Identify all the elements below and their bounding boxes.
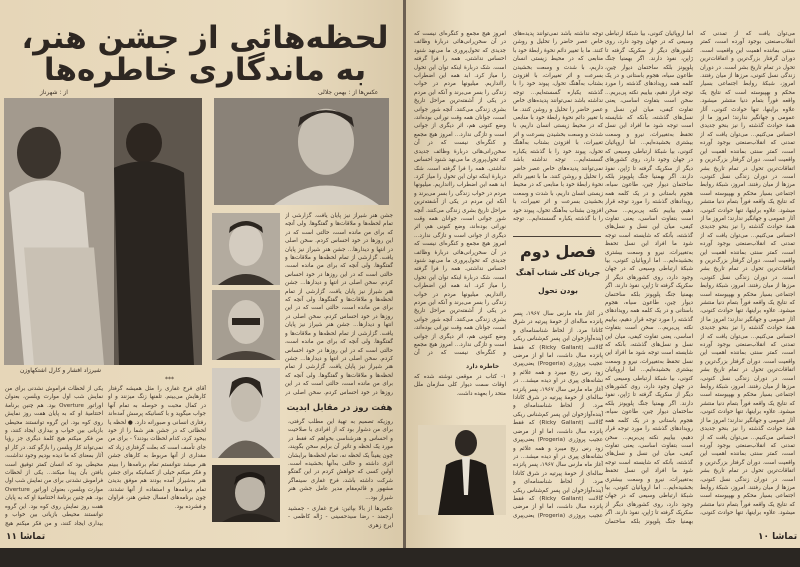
section-heading: هفت روز در مقابل ابدیت	[286, 403, 393, 413]
note-heading: خاطره دارد	[466, 363, 500, 370]
article-text-column: می‌توان یافت که از تمدنی که انقلاب‌صنعتی بوجود آورده است، کمتر سنتی بماننده اهمیت این واقعیت است. دوران گرفتار بزرگ‌ترین و اتفاقات‌ترین تحول در تمام تاریخ بشر است. در دوران زندگی نسل کنونی، مرزها از میان رفتند. امروز، شبکهٔ روابط اجتماعی بسیار محکم و بهپیوسته است که نتایج یک واقعه فوراً بتمام دنیا منتشر میشود. علاوه براینها، تنها حوادث کنونی، آثار عمومی و جهانگیر ندارند؛ امروز ما از همهٔ حوادث گذشته را نیز بنحو جدیدی احساس می‌کنیم... می‌توان یافت که از تمدنی که انقلاب‌صنعتی بوجود آورده است، کمتر سنتی بماننده اهمیت این واقعیت است. دوران گرفتار بزرگ‌ترین و اتفاقات‌ترین تحول در تمام تاریخ بشر است. در دوران زندگی نسل کنونی، مرزها از میان رفتند. امروز، شبکهٔ روابط اجتماعی بسیار محکم و بهپیوسته است که نتایج یک واقعه فوراً بتمام دنیا منتشر میشود. علاوه براینها، تنها حوادث کنونی، آثار عمومی و جهانگیر ندارند؛ امروز ما از همهٔ حوادث گذشته را نیز بنحو جدیدی احساس می‌کنیم... می‌توان یافت که از تمدنی که انقلاب‌صنعتی بوجود آورده است، کمتر سنتی بماننده اهمیت این واقعیت است. دوران گرفتار بزرگ‌ترین و اتفاقات‌ترین تحول در تمام تاریخ بشر است. در دوران زندگی نسل کنونی، مرزها از میان رفتند. امروز، شبکهٔ روابط اجتماعی بسیار محکم و بهپیوسته است که نتایج یک واقعه فوراً بتمام دنیا منتشر میشود. علاوه براینها، تنها حوادث کنونی، آثار عمومی و جهانگیر ندارند؛ امروز ما از همهٔ حوادث گذشته را نیز بنحو جدیدی احساس می‌کنیم... می‌توان یافت که از تمدنی که انقلاب‌صنعتی بوجود آورده است، کمتر سنتی بماننده اهمیت این واقعیت است. دوران گرفتار بزرگ‌ترین و اتفاقات‌ترین تحول در تمام تاریخ بشر است. در دوران زندگی نسل کنونی، مرزها از میان رفتند. امروز، شبکهٔ روابط اجتماعی بسیار محکم و بهپیوسته است که نتایج یک واقعه فوراً بتمام دنیا منتشر میشود. علاوه براینها، تنها حوادث کنونی، آثار عمومی و جهانگیر ندارند؛ امروز ما از همهٔ حوادث گذشته را نیز بنحو جدیدی احساس می‌کنیم... می‌توان یافت که از تمدنی که انقلاب‌صنعتی بوجود آورده است، کمتر سنتی بماننده اهمیت این واقعیت است. دوران گرفتار بزرگ‌ترین و اتفاقات‌ترین تحول در تمام تاریخ بشر است. در دوران زندگی نسل کنونی، مرزها از میان رفتند. امروز، شبکهٔ روابط اجتماعی بسیار محکم و بهپیوسته است که نتایج یک واقعه فوراً بتمام دنیا منتشر میشود. علاوه براینها، تنها حوادث کنونی،	[700, 31, 795, 517]
right-page	[406, 0, 800, 548]
photo-credits-list: عکس‌ها از بالا بپائین: فرخ غفاری - جمشید ارجمند - رضا سیدحسینی - ژاله کاظمی - ایرج زهری	[288, 506, 393, 529]
page-footer: تماشا ۱۰	[758, 532, 798, 542]
article-text-column: امروز هیچ مجمع و کنگره‌ای نیست که در آن سخن‌رانی‌هائی دربارهٔ وظائف جدیدی که تحول‌پروری ما می‌نهد شنود احساس نداشتی. همه را فرا گرفته است. شک دربارهٔ اینکه توان این تحول را میاز کرد. ابد همه این اضطراب راانداریم. میلیونها مردم در خواب زندگی را بسر می‌برند و آنکه این مردم در یکی از آشفته‌ترین مراحل تاریخ بشری زندگی می‌کنند. آنچه شور جوانی است، جوانان همه وقت نورانی بوده‌اند، وضع کنونی هم، اثر دیگری از جوانی است و تازگی ندارد... امروز هیچ مجمع و کنگره‌ای نیست که در آن سخن‌رانی‌هائی دربارهٔ وظائف جدیدی که تحول‌پروری ما می‌نهد شنود احساس نداشتی. همه را فرا گرفته است. شک دربارهٔ اینکه توان این تحول را میاز کرد. ابد همه این اضطراب راانداریم. میلیونها مردم در خواب زندگی را بسر می‌برند و آنکه این مردم در یکی از آشفته‌ترین مراحل تاریخ بشری زندگی می‌کنند. آنچه شور جوانی است، جوانان همه وقت نورانی بوده‌اند، وضع کنونی هم، اثر دیگری از جوانی است و تازگی ندارد... امروز هیچ مجمع و کنگره‌ای نیست که در آن سخن‌رانی‌هائی دربارهٔ وظائف جدیدی که تحول‌پروری ما می‌نهد شنود احساس نداشتی. همه را فرا گرفته است. شک دربارهٔ اینکه توان این تحول را میاز کرد. ابد همه این اضطراب راانداریم. میلیونها مردم در خواب زندگی را بسر می‌برند و آنکه این مردم در یکی از آشفته‌ترین مراحل تاریخ بشری زندگی می‌کنند. آنچه شور جوانی است، جوانان همه وقت نورانی بوده‌اند، وضع کنونی هم، اثر دیگری از جوانی است و تازگی ندارد... امروز هیچ مجمع و کنگره‌ای نیست که در آن	[414, 31, 506, 357]
separator: ***	[165, 376, 174, 383]
divider	[513, 236, 601, 237]
article-text-column: در آغاز ماه مارس سال ۱۹۶۷، پسر پانزده ساله‌ای از حومهٔ پیرتیه در شرق کانادا مرد. از لحاظ شناسنامه‌ای و آینده‌آوازخوان این پسر کم‌شناس ریکی گالانت (Ricky Gallant) که فقط پانزده سال داشت، اما او از مرضی عجیب پروژری (Progeria) یعنی‌پیری زود رس رنج میبرد و همه علائم و نشانه‌های پیری در او دیده میشد... در آغاز ماه مارس سال ۱۹۶۷، پسر پانزده ساله‌ای از حومهٔ پیرتیه در شرق کانادا مرد. از لحاظ شناسنامه‌ای و آینده‌آوازخوان این پسر کم‌شناس ریکی گالانت (Ricky Gallant) که فقط پانزده سال داشت، اما او از مرضی عجیب پروژری (Progeria) یعنی‌پیری زود رس رنج میبرد و همه علائم و نشانه‌های پیری در او دیده میشد... در آغاز ماه مارس سال ۱۹۶۷، پسر پانزده ساله‌ای از حومهٔ پیرتیه در شرق کانادا مرد. از لحاظ شناسنامه‌ای و آینده‌آوازخوان این پسر کم‌شناس ریکی گالانت (Ricky Gallant) که فقط پانزده سال داشت، اما او از مرضی عجیب پروژری (Progeria) یعنی‌پیری	[513, 311, 603, 519]
article-text-column: آقای فرخ غفاری را مثل همیشه گرفتار کارهایش می‌بینم. تلفنها زنگ میزنند و او در کمال محبت و حوصله به تمام آنها جواب میگوید و با کسانیکه پرسش آمده‌اند رفتاری انسانی و صبورانه دارد. ● لحظه یا لحظاتی که در جشن هنر شما را از خود بیخود کرد، کدام لحظات بودند؟ - برای من جای تأسف است که بعلت گرفتاری زیاد که مقداری از آنها مربوط به کارهای جشن هنر میشد نتوانستم تمام برنامه‌ها را ببینم و فکر میکنم خیلی از کسانیکه برای جشن هنر به‌شیراز آمده بودند هم موفق بدیدن تمام برنامه‌ها و استفاده از آنها نشدند، چون برنامه‌های امسال جشن هنر، فراوان و فشرده بود.	[108, 386, 206, 510]
photo-credit: عکس‌ها از : بهمن جلالی	[318, 89, 379, 96]
photo-caption: شیرزاد افشار و کارل اشتکهاوزن	[20, 367, 102, 374]
article-text-column: روزیکه تصمیم به تهیهٔ این مطلب گرفتی، برای من دشوار بود که از افرادی با صلاحیت و احساس و هنرشناسی بخواهم که فقط در مورد یک لحظه و تاثیر آن برایم سخن بگویند، چون یقیناً یک لحظه نه، تمام لحظه‌ها برایشان اثری داشته و حالتی به‌آنها بخشیده است. اولین کسی که خواهش کردم در این گفتگو شرکت داشته باشد، فرخ غفاری سینماگر مشهور و قائم‌مقام مدیر عامل جشن هنر شیراز بود...	[288, 419, 393, 501]
photo-portrait-large	[214, 98, 389, 205]
article-text-column: توجه نداشته باشد نمی‌توانند پدیده‌های خاص عصر حاضر را تحلیل و روشن کنند. ما با تغییر دائم نحوهٔ رابطهٔ خود با منابعی که در محیط زیستی انسان داریم، با شدت و وسعت بخشیدن بسرعت و اثر تغییرات، با افزودن بشتاب به‌آهنگ تحول، پیوند خود را با گذشته یکباره گسسته‌ایم... توجه نداشته باشد نمی‌توانند پدیده‌های خاص عصر حاضر را تحلیل و روشن کنند. ما با تغییر دائم نحوهٔ رابطهٔ خود با منابعی که در محیط زیستی انسان داریم، با شدت و وسعت بخشیدن بسرعت و اثر تغییرات، با افزودن بشتاب به‌آهنگ تحول، پیوند خود را با گذشته یکباره گسسته‌ایم... توجه نداشته باشد نمی‌توانند پدیده‌های خاص عصر حاضر را تحلیل و روشن کنند. ما با تغییر دائم نحوهٔ رابطهٔ خود با منابعی که در محیط زیستی انسان داریم، با شدت و وسعت بخشیدن بسرعت و اثر تغییرات، با افزودن بشتاب به‌آهنگ تحول، پیوند خود را با گذشته یکباره گسسته‌ایم... توجه	[513, 31, 603, 222]
footnote: ۱- کتاب در موقعی نوشته شده که اوقات سمت دیوار کلی سازمان ملل متحد را بعهده داشت.	[414, 374, 506, 397]
photo-farrokh-ghaffari	[212, 213, 280, 285]
byline: از : شهرناز	[40, 89, 68, 96]
chapter-title: فصل دوم	[520, 242, 596, 261]
article-text-column: اما اروپائیان کنونی، بیا شبکهٔ ارتباطی وسیعی که در جهان وجود دارد، روی کشورهای دیگر از سکرپک گرفته تا ژاپن، نفوذ دارند. اگر بهمنیا جنگ پلوپونز بلکه ساختمان دیوار چین، طاعون سیاه، هجوم باستانی و در یک کلمه همه رویدادهای گذشته را مورد توجه قرار دهیم، بیاییم نکته پی‌بریم... سخن است بتفاوت اساسی، یعنی تفاوت کیفی، میان این نسل و نسل‌های گذشته، بآنکه که شایسته است توجه شود ما افراد این نسل تحفظ به‌تغییرات، نیرو و وسعت بیشتری بخشیده‌ایم... اما اروپائیان کنونی، بیا شبکهٔ ارتباطی وسیعی که در جهان وجود دارد، روی کشورهای دیگر از سکرپک گرفته تا ژاپن، نفوذ دارند. اگر بهمنیا جنگ پلوپونز بلکه ساختمان دیوار چین، طاعون سیاه، هجوم باستانی و در یک کلمه همه رویدادهای گذشته را مورد توجه قرار دهیم، بیاییم نکته پی‌بریم... سخن است بتفاوت اساسی، یعنی تفاوت کیفی، میان این نسل و نسل‌های گذشته، بآنکه که شایسته است توجه شود ما افراد این نسل تحفظ به‌تغییرات، نیرو و وسعت بیشتری بخشیده‌ایم... اما اروپائیان کنونی، بیا شبکهٔ ارتباطی وسیعی که در جهان وجود دارد، روی کشورهای دیگر از سکرپک گرفته تا ژاپن، نفوذ دارند. اگر بهمنیا جنگ پلوپونز بلکه ساختمان دیوار چین، طاعون سیاه، هجوم باستانی و در یک کلمه همه رویدادهای گذشته را مورد توجه قرار دهیم، بیاییم نکته پی‌بریم... سخن است بتفاوت اساسی، یعنی تفاوت کیفی، میان این نسل و نسل‌های گذشته، بآنکه که شایسته است توجه شود ما افراد این نسل تحفظ به‌تغییرات، نیرو و وسعت بیشتری بخشیده‌ایم... اما اروپائیان کنونی، بیا شبکهٔ ارتباطی وسیعی که در جهان وجود دارد، روی کشورهای دیگر از سکرپک گرفته تا ژاپن، نفوذ دارند. اگر بهمنیا جنگ پلوپونز بلکه ساختمان دیوار چین، طاعون سیاه، هجوم باستانی و در یک کلمه همه رویدادهای گذشته را مورد توجه قرار دهیم، بیاییم نکته پی‌بریم... سخن است بتفاوت اساسی، یعنی تفاوت کیفی، میان این نسل و نسل‌های گذشته، بآنکه که شایسته است توجه شود ما افراد این نسل تحفظ به‌تغییرات، نیرو و وسعت بیشتری بخشیده‌ایم... اما اروپائیان کنونی، بیا شبکهٔ ارتباطی وسیعی که در جهان وجود دارد، روی کشورهای دیگر از سکرپک گرفته تا ژاپن، نفوذ دارند. اگر بهمنیا جنگ پلوپونز بلکه ساختمان	[605, 31, 693, 525]
article-title: لحظه‌هائی از جشن هنر، به ماندگاری خاطره‌ها	[21, 20, 389, 88]
photo-man-standing	[418, 425, 506, 515]
article-text-column: یکی از لحظات فراموش نشدنی برای من نمایش شب اول موارت ویلسن، بعنوان اوراتور Overture بود. هم چنین برنامهٔ اختتامیهٔ او که به پایان هفت روز نمایش روی کوه بود. این گروه توانستند محیطی بازیانی بین خواب و بیداری ایجاد کنند، و من فکر میکنم هیچ کلمهٔ دیگری جز رؤیا نمی‌تواند کار ویلسن را بازگو کند. در کار او آثار بمعنای که ما دیده بودیم وجود نداشت، محیطی بود که انسان کمتر توفیق است یافتن بآن پیدا میکند... یکی از لحظات فراموش نشدنی برای من نمایش شب اول موارت ویلسن، بعنوان اوراتور Overture بود. هم چنین برنامهٔ اختتامیهٔ او که به پایان هفت روز نمایش روی کوه بود. این گروه توانستند محیطی بازیانی بین خواب و بیداری ایجاد کنند، و من فکر میکنم هیچ	[5, 386, 103, 527]
left-page	[0, 0, 404, 548]
article-text-column: جشن هنر شیراز نیز پایان یافت. گزارشی از تمام لحظه‌ها و ملاقات‌ها و گفتگوها. ولی آنچه که برای من مانده است، حالتی است که در این روزها در خود احساس کردم. سخن اصلی در انتها و دیدارها... جشن هنر شیراز نیز پایان یافت. گزارشی از تمام لحظه‌ها و ملاقات‌ها و گفتگوها. ولی آنچه که برای من مانده است، حالتی است که در این روزها در خود احساس کردم. سخن اصلی در انتها و دیدارها... جشن هنر شیراز نیز پایان یافت. گزارشی از تمام لحظه‌ها و ملاقات‌ها و گفتگوها. ولی آنچه که برای من مانده است، حالتی است که در این روزها در خود احساس کردم. سخن اصلی در انتها و دیدارها... جشن هنر شیراز نیز پایان یافت. گزارشی از تمام لحظه‌ها و ملاقات‌ها و گفتگوها. ولی آنچه که برای من مانده است، حالتی است که در این روزها در خود احساس کردم. سخن اصلی در انتها و دیدارها... جشن هنر شیراز نیز پایان یافت. گزارشی از تمام لحظه‌ها و ملاقات‌ها و گفتگوها. ولی آنچه که برای من مانده است، حالتی است که در این روزها در خود احساس کردم. سخن اصلی در	[285, 213, 393, 396]
chapter-subtitle: جریان کلی شتاب آهنگ	[515, 268, 601, 277]
photo-two-men	[4, 98, 202, 365]
photo-iraj-zohari	[212, 465, 280, 522]
page-footer: تماشا ۱۱	[6, 532, 46, 542]
photo-zhaleh-kazemi	[212, 368, 280, 458]
chapter-subtitle: بودن تحول	[538, 286, 578, 295]
photo-jamshid-arjmand	[212, 290, 280, 360]
